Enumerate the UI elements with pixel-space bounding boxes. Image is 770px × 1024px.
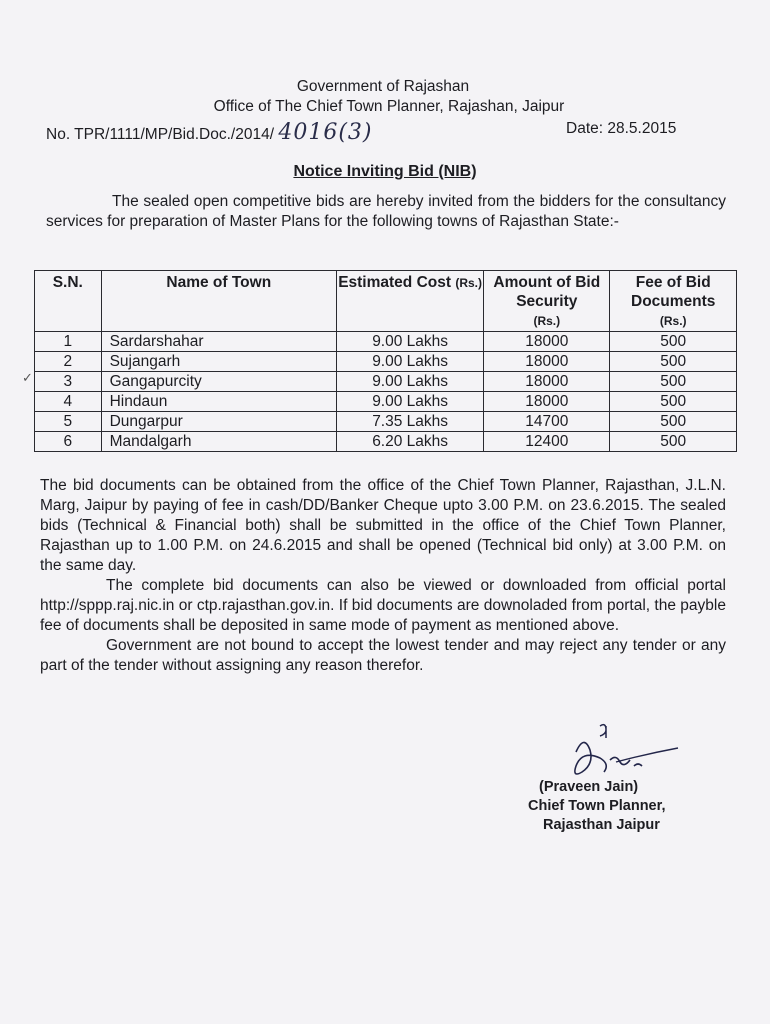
cell-town: Sujangarh	[101, 352, 336, 372]
signatory-place: Rajasthan Jaipur	[543, 817, 660, 833]
cell-town: Dungarpur	[101, 412, 336, 432]
signature-block	[523, 778, 693, 835]
cell-fee: 500	[610, 412, 737, 432]
cell-fee: 500	[610, 332, 737, 352]
table-row	[35, 412, 737, 432]
table-row	[35, 352, 737, 372]
cell-security: 18000	[484, 332, 610, 352]
body-paragraph-3: Government are not bound to accept the lowest tender and may reject any tender or any part of the tender without assigning any reason therefor.	[40, 637, 726, 674]
cell-sn: 1	[35, 332, 102, 352]
cell-security: 18000	[484, 392, 610, 412]
body-paragraph-1: The bid documents can be obtained from the office of the Chief Town Planner, Rajasthan, J.L.N. Marg, Jaipur by paying of fee in cash/DD/Banker Cheque upto 3.00 P.M. on 23.6.2015. The sealed bids (Technical & Financial both) shall be submitted in the office of the Chief Town Planner, Rajasthan up to 1.00 P.M. on 24.6.2015 and shall be opened (Technical bid only) at 3.00 P.M. on the same day.	[40, 477, 726, 574]
cell-security: 14700	[484, 412, 610, 432]
cell-security: 12400	[484, 432, 610, 452]
cell-fee: 500	[610, 372, 737, 392]
cell-fee: 500	[610, 432, 737, 452]
cell-cost: 9.00 Lakhs	[337, 372, 484, 392]
signatory-name: (Praveen Jain)	[539, 779, 639, 795]
cell-sn: 4	[35, 392, 102, 412]
table-row	[35, 332, 737, 352]
cell-town: Mandalgarh	[101, 432, 336, 452]
cell-sn: 2	[35, 352, 102, 372]
cell-cost: 7.35 Lakhs	[337, 412, 484, 432]
header-security: Amount of Bid Security (Rs.)	[484, 271, 610, 332]
table-row	[35, 372, 737, 392]
handwritten-signature	[556, 722, 686, 782]
gov-header: Government of Rajashan	[296, 78, 470, 95]
table-row	[35, 392, 737, 412]
signatory-designation: Chief Town Planner,	[528, 798, 666, 814]
cell-sn: 5	[35, 412, 102, 432]
cell-sn: 3	[35, 372, 102, 392]
cell-fee: 500	[610, 352, 737, 372]
cell-town: Gangapurcity	[101, 372, 336, 392]
towns-table	[34, 270, 737, 452]
cell-fee: 500	[610, 392, 737, 412]
ref-no-text: No. TPR/1111/MP/Bid.Doc./2014/	[46, 126, 275, 143]
tick-mark-icon: ✓	[22, 370, 33, 385]
intro-text: The sealed open competitive bids are hereby invited from the bidders for the consultancy services for preparation of Master Plans for the following towns of Rajasthan State:-	[46, 193, 726, 230]
cell-cost: 9.00 Lakhs	[337, 392, 484, 412]
table-row	[35, 432, 737, 452]
intro-paragraph	[46, 192, 726, 232]
table-header-row	[35, 271, 737, 332]
header-cost: Estimated Cost (Rs.)	[337, 271, 484, 332]
cell-cost: 9.00 Lakhs	[337, 332, 484, 352]
office-header: Office of The Chief Town Planner, Rajashan, Jaipur	[213, 98, 565, 115]
reference-number	[46, 120, 373, 145]
header-sn: S.N.	[35, 271, 102, 332]
cell-security: 18000	[484, 372, 610, 392]
cell-security: 18000	[484, 352, 610, 372]
cell-cost: 9.00 Lakhs	[337, 352, 484, 372]
cell-sn: 6	[35, 432, 102, 452]
header-fee: Fee of Bid Documents (Rs.)	[610, 271, 737, 332]
body-paragraph-2: The complete bid documents can also be viewed or downloaded from official portal http://sppp.raj.nic.in or ctp.rajasthan.gov.in. If bid documents are downoladed from portal, the payble fee of documents shall be deposited in same mode of payment as mentioned above.	[40, 577, 726, 634]
cell-cost: 6.20 Lakhs	[337, 432, 484, 452]
header-town: Name of Town	[101, 271, 336, 332]
notice-title: Notice Inviting Bid (NIB)	[293, 163, 477, 180]
cell-town: Sardarshahar	[101, 332, 336, 352]
notice-date: Date: 28.5.2015	[566, 120, 677, 137]
cell-town: Hindaun	[101, 392, 336, 412]
notice-body	[40, 476, 726, 676]
handwritten-ref: 4016(3)	[278, 120, 373, 145]
